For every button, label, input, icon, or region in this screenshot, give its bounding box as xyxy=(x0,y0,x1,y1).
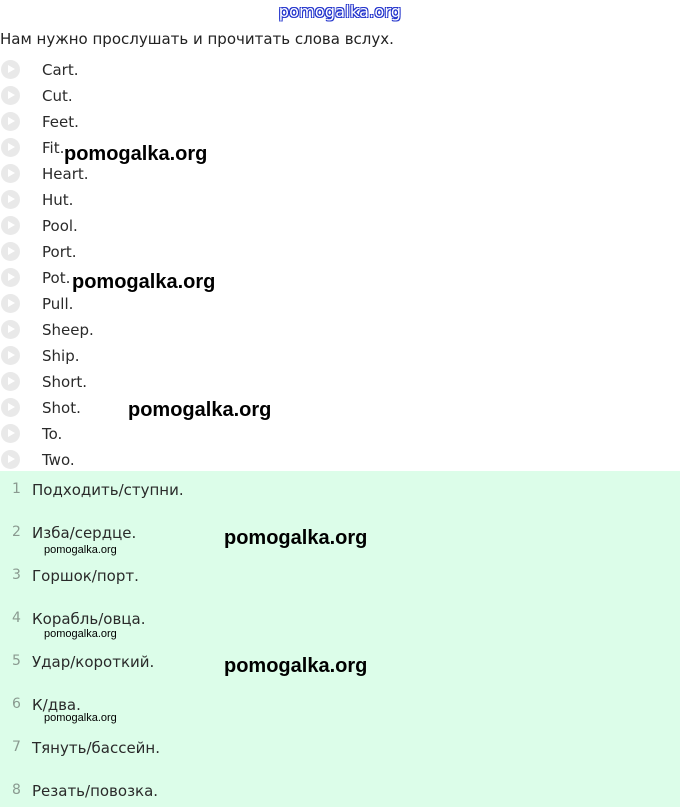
site-header-watermark: pomogalka.org xyxy=(278,2,402,21)
watermark-small: pomogalka.org xyxy=(44,628,117,640)
word-label: Pull. xyxy=(42,295,74,313)
answer-text: Тянуть/бассейн. xyxy=(32,739,160,757)
word-label: Two. xyxy=(42,451,75,469)
word-row xyxy=(0,291,680,317)
word-label: Feet. xyxy=(42,113,79,131)
word-row xyxy=(0,395,680,421)
answer-number: 1 xyxy=(12,481,21,497)
answer-text: Изба/сердце. xyxy=(32,524,137,542)
instruction-text: Нам нужно прослушать и прочитать слова вслух. xyxy=(0,30,394,48)
word-label: Port. xyxy=(42,243,77,261)
answer-number: 4 xyxy=(12,610,21,626)
answer-number: 3 xyxy=(12,567,21,583)
word-row xyxy=(0,369,680,395)
play-icon[interactable] xyxy=(1,164,20,183)
watermark-small: pomogalka.org xyxy=(44,712,117,724)
word-label: Short. xyxy=(42,373,88,391)
answer-text: Горшок/порт. xyxy=(32,567,139,585)
word-label: Cart. xyxy=(42,61,79,79)
answer-row xyxy=(0,782,680,812)
answer-text: Корабль/овца. xyxy=(32,610,146,628)
word-row xyxy=(0,187,680,213)
answer-number: 5 xyxy=(12,653,21,669)
word-row xyxy=(0,317,680,343)
word-label: Heart. xyxy=(42,165,89,183)
watermark: pomogalka.org xyxy=(128,399,272,421)
play-icon[interactable] xyxy=(1,294,20,313)
answer-text: К/два. xyxy=(32,696,81,714)
word-label: Shot. xyxy=(42,399,81,417)
word-label: Pool. xyxy=(42,217,78,235)
word-row xyxy=(0,343,680,369)
play-icon[interactable] xyxy=(1,346,20,365)
play-icon[interactable] xyxy=(1,190,20,209)
watermark: pomogalka.org xyxy=(224,527,368,549)
answer-number: 8 xyxy=(12,782,21,798)
word-label: Cut. xyxy=(42,87,73,105)
word-label: Ship. xyxy=(42,347,80,365)
answer-text: Удар/короткий. xyxy=(32,653,155,671)
play-icon[interactable] xyxy=(1,268,20,287)
play-icon[interactable] xyxy=(1,216,20,235)
play-icon[interactable] xyxy=(1,60,20,79)
answer-text: Подходить/ступни. xyxy=(32,481,184,499)
word-list xyxy=(0,57,680,473)
play-icon[interactable] xyxy=(1,242,20,261)
word-row xyxy=(0,239,680,265)
answer-text: Резать/повозка. xyxy=(32,782,159,800)
play-icon[interactable] xyxy=(1,112,20,131)
play-icon[interactable] xyxy=(1,424,20,443)
watermark: pomogalka.org xyxy=(72,271,216,293)
word-row xyxy=(0,57,680,83)
watermark: pomogalka.org xyxy=(64,143,208,165)
word-row xyxy=(0,213,680,239)
answer-row xyxy=(0,481,680,511)
word-row xyxy=(0,83,680,109)
play-icon[interactable] xyxy=(1,372,20,391)
play-icon[interactable] xyxy=(1,450,20,469)
play-icon[interactable] xyxy=(1,86,20,105)
word-label: Pot. xyxy=(42,269,71,287)
watermark: pomogalka.org xyxy=(224,655,368,677)
watermark-small: pomogalka.org xyxy=(44,544,117,556)
answer-row xyxy=(0,739,680,769)
word-label: Hut. xyxy=(42,191,74,209)
play-icon[interactable] xyxy=(1,398,20,417)
answer-number: 7 xyxy=(12,739,21,755)
word-label: To. xyxy=(42,425,63,443)
answer-row xyxy=(0,567,680,597)
word-row xyxy=(0,447,680,473)
play-icon[interactable] xyxy=(1,320,20,339)
word-row xyxy=(0,109,680,135)
answer-number: 6 xyxy=(12,696,21,712)
answer-number: 2 xyxy=(12,524,21,540)
word-row xyxy=(0,421,680,447)
word-label: Sheep. xyxy=(42,321,94,339)
word-label: Fit. xyxy=(42,139,65,157)
play-icon[interactable] xyxy=(1,138,20,157)
